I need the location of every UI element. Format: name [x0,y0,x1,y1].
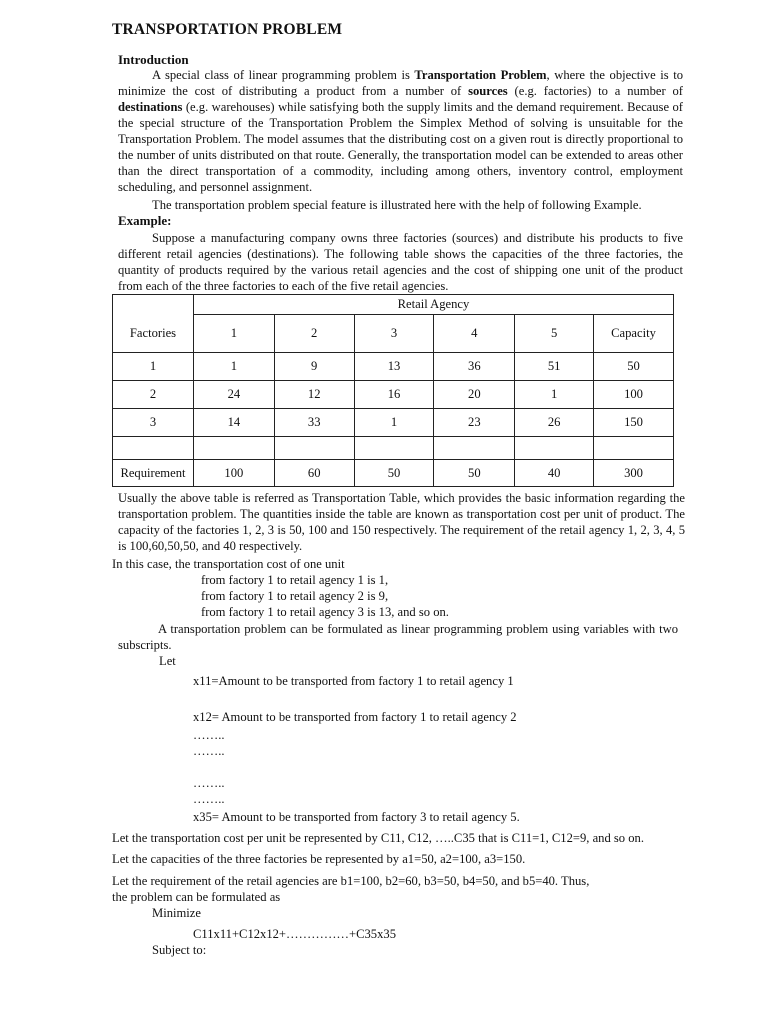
factory-cell: 3 [113,409,194,437]
cost-cell: 33 [274,409,354,437]
factory-cell: 1 [113,353,194,381]
ellipsis-line: …….. [193,728,225,742]
ellipsis-line: …….. [193,744,225,758]
example-paragraph: Suppose a manufacturing company owns three factories (sources) and distribute his products to five different retail agencies (destinations). The following table shows the capacities of the three factories, the quantity of products required by the various retail agencies and the cost of shipping one unit of the product from each of the three factories to each of the five retail agencies. [118,231,683,293]
cost-cell: 16 [354,381,434,409]
retail-agency-header: Retail Agency [193,295,673,315]
formulate-paragraph: A transportation problem can be formulated as linear programming problem using variables with two subscripts. [118,622,678,652]
transportation-table [112,294,674,487]
objective-line: C11x11+C12x12+……………+C35x35 [193,927,396,941]
capacity-cell: 100 [594,381,674,409]
cost-cell: 24 [193,381,274,409]
total-cell: 300 [594,460,674,487]
example-heading: Example: [118,213,172,228]
var-x12-line: x12= Amount to be transported from factory 1 to retail agency 2 [193,710,517,724]
cost-cell: 36 [434,353,515,381]
subject-to-label: Subject to: [152,943,207,957]
intro-heading: Introduction [118,52,189,67]
minimize-label: Minimize [152,906,201,920]
intro-paragraph-2: The transportation problem special feature is illustrated here with the help of following Example. [152,198,642,212]
cost-cell: 26 [515,409,594,437]
cost-cell: 14 [193,409,274,437]
from-line: from factory 1 to retail agency 2 is 9, [201,589,389,603]
capacity-header: Capacity [594,315,674,353]
from-line: from factory 1 to retail agency 3 is 13, and so on. [201,605,449,619]
cost-cell: 23 [434,409,515,437]
cost-cell: 13 [354,353,434,381]
col-header: 4 [434,315,515,353]
var-x35-line: x35= Amount to be transported from factory 3 to retail agency 5. [193,810,520,824]
cost-cell: 12 [274,381,354,409]
cost-cell: 1 [354,409,434,437]
table-row [113,353,674,381]
col-header: 2 [274,315,354,353]
capacity-cell: 50 [594,353,674,381]
requirement-row [113,460,674,487]
formulated-line: the problem can be formulated as [112,890,281,904]
table-row [113,381,674,409]
col-header: 5 [515,315,594,353]
ellipsis-line: …….. [193,792,225,806]
requirement-cell: 60 [274,460,354,487]
table-row [113,409,674,437]
factories-header: Factories [113,315,194,353]
requirement-line: Let the requirement of the retail agencies are b1=100, b2=60, b3=50, b4=50, and b5=40. Thus, [112,874,590,888]
cost-cell: 1 [515,381,594,409]
ellipsis-line: …….. [193,776,225,790]
cost-line: Let the transportation cost per unit be represented by C11, C12, …..C35 that is C11=1, C12=9, and so on. [112,831,644,845]
requirement-cell: 50 [354,460,434,487]
cost-cell: 51 [515,353,594,381]
col-header: 3 [354,315,434,353]
page-title: TRANSPORTATION PROBLEM [112,21,343,38]
var-x11-line: x11=Amount to be transported from factory 1 to retail agency 1 [193,674,514,688]
requirement-cell: 40 [515,460,594,487]
cost-cell: 9 [274,353,354,381]
cost-cell: 1 [193,353,274,381]
from-line: from factory 1 to retail agency 1 is 1, [201,573,389,587]
capacity-cell: 150 [594,409,674,437]
col-header: 1 [193,315,274,353]
let-label: Let [159,654,176,668]
cost-cell: 20 [434,381,515,409]
requirement-cell: 50 [434,460,515,487]
after-table-paragraph: Usually the above table is referred as Transportation Table, which provides the basic information regarding the transportation problem. The quantities inside the table are known as transportation cost per unit of product. The capacity of the factories 1, 2, 3 is 50, 100 and 150 respectively. The requirement of the retail agency 1, 2, 3, 4, 5 is 100,60,50,50, and 40 respectively. [118,491,685,553]
requirement-cell: 100 [193,460,274,487]
intro-paragraph: A special class of linear programming problem is Transportation Problem, where the objective is to minimize the cost of distributing a product from a number of sources (e.g. factories) to a number of destinations (e.g. warehouses) while satisfying both the supply limits and the demand requirement. Because of the special structure of the Transportation Problem the Simplex Method of solving is unsuitable for the Transportation Problem. The model assumes that the distributing cost on a given rout is directly proportional to the number of units distributed on that route. Generally, the transportation model can be extended to areas other than the direct transportation of a commodity, including among others, inventory control, employment scheduling, and personnel assignment. [118,68,683,194]
in-this-case-line: In this case, the transportation cost of one unit [112,557,345,571]
capacity-line: Let the capacities of the three factories be represented by a1=50, a2=100, a3=150. [112,852,526,866]
requirement-label: Requirement [113,460,194,487]
factory-cell: 2 [113,381,194,409]
